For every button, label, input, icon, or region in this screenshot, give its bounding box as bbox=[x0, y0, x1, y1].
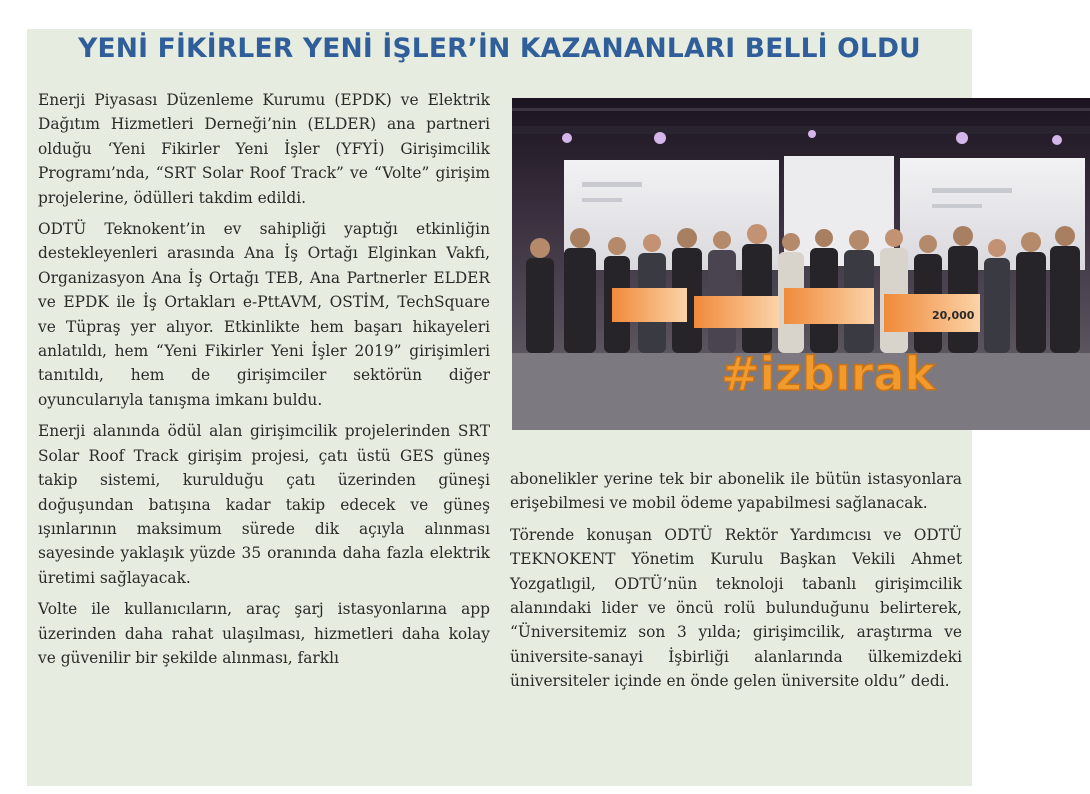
paragraph: Enerji Piyasası Düzenleme Kurumu (EPDK) ve Elektrik Dağıtım Hizmetleri Derneği’nin (ELDER) ana partneri olduğu ‘Yeni Fikirler Yeni İşler (YFYİ) Girişimcilik Programı’nda, “SRT Solar Roof Track” ve “Volte” girişim projelerine, ödülleri takdim edildi. bbox=[38, 91, 490, 207]
paragraph: Volte ile kullanıcıların, araç şarj istasyonlarına app üzerinden daha rahat ulaşılması, hizmetleri daha kolay ve güvenilir bir şekilde alınması, farklı bbox=[38, 600, 490, 667]
paragraph: Törende konuşan ODTÜ Rektör Yardımcısı ve ODTÜ TEKNOKENT Yönetim Kurulu Başkan Vekili Ahmet Yozgatlıgil, ODTÜ’nün teknoloji tabanlı girişimcilik alanındaki lider ve öncü rolü bulunduğunu belirterek, “Üniversitemiz son 3 yılda; girişimcilik, araştırma ve üniversite-sanayi İşbirliği alanlarında ülkemizdeki üniversiteler içinde en önde gelen üniversite oldu” dedi. bbox=[510, 525, 962, 691]
award-ceremony-photo bbox=[512, 98, 1090, 430]
article-headline: YENİ FİKİRLER YENİ İŞLER’İN KAZANANLARI BELLİ OLDU bbox=[78, 33, 921, 64]
paragraph: abonelikler yerine tek bir abonelik ile bütün istasyonlara erişebilmesi ve mobil ödeme yapabilmesi sağlanacak. bbox=[510, 470, 962, 513]
paragraph: Enerji alanında ödül alan girişimcilik projelerinden SRT Solar Roof Track girişim projesi, çatı üstü GES güneş takip sistemi, kurulduğu çatı üzerinden güneşi doğuşundan batışına kadar takip edecek ve güneş ışınlarının maksimum sürede dik açıyla alınması sayesinde yaklaşık yüzde 35 oranında daha fazla elektrik üretimi sağlayacak. bbox=[38, 422, 490, 587]
paragraph: ODTÜ Teknokent’in ev sahipliği yaptığı etkinliğin destekleyenleri arasında Ana İş Ortağı Elginkan Vakfı, Organizasyon Ana İş Ortağı TEB, Ana Partnerler ELDER ve EPDK ile İş Ortakları e-PttAVM, OSTİM, TechSquare ve Tüpraş yer alıyor. Etkinlikte hem başarı hikayeleri anlatıldı, hem “Yeni Fikirler Yeni İşler 2019” girişimleri tanıtıldı, hem de girişimciler sektörün diğer oyuncularıyla tanışma imkanı buldu. bbox=[38, 220, 490, 409]
article-column-left bbox=[38, 88, 490, 677]
cheque-amount: 20,000 bbox=[932, 309, 975, 322]
stage-sign: #izbırak bbox=[720, 347, 936, 401]
article-column-right bbox=[510, 467, 962, 701]
